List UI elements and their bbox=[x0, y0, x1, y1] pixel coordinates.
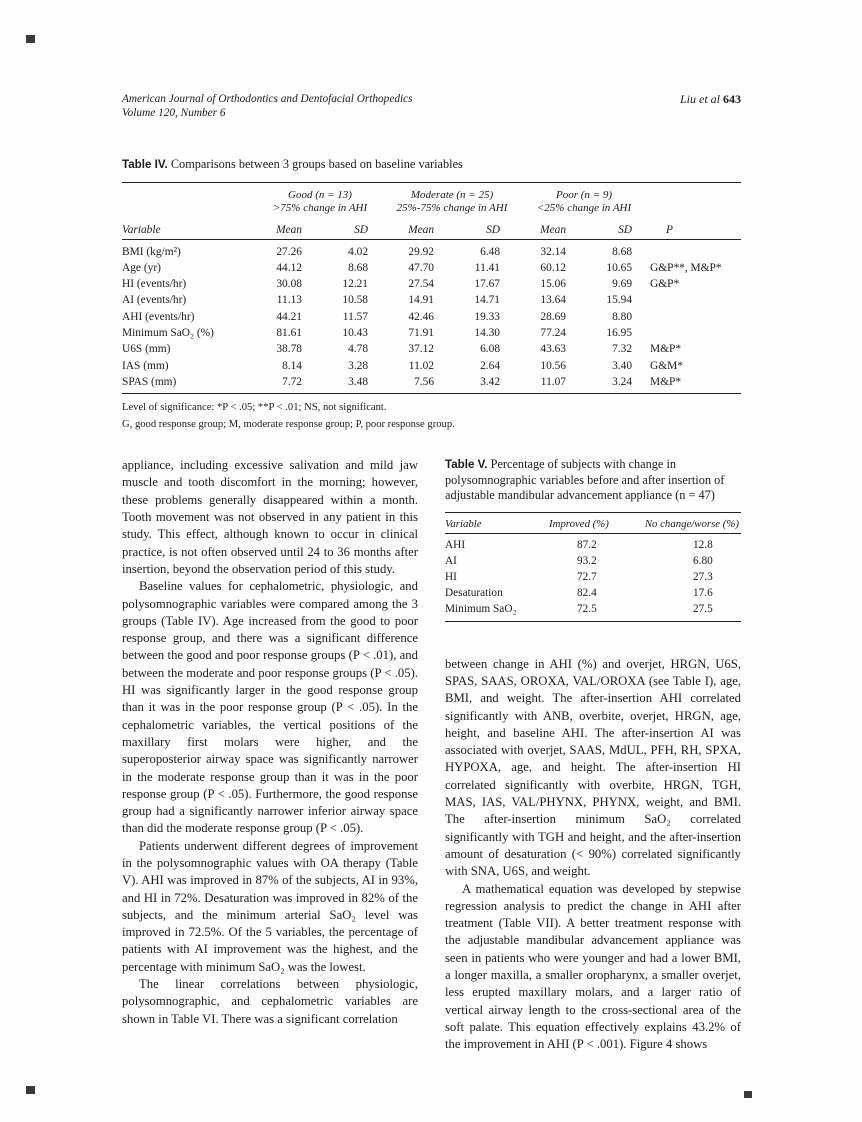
table-cell: 4.02 bbox=[348, 245, 369, 258]
table-cell: 12.8 bbox=[693, 538, 713, 551]
group-header-moderate bbox=[386, 182, 518, 216]
table-cell: Minimum SaO₂ bbox=[445, 601, 549, 621]
col-header-variable: Variable bbox=[122, 216, 254, 240]
empty-cell bbox=[650, 182, 741, 216]
table-cell: 42.46 bbox=[408, 310, 435, 323]
table-cell: 81.61 bbox=[276, 326, 302, 339]
table-cell: U6S (mm) bbox=[122, 343, 171, 356]
footnote-significance: Level of significance: *P < .05; **P < .01; NS, not significant. bbox=[122, 402, 387, 414]
table-cell: 11.41 bbox=[474, 261, 501, 274]
table-iv-column-header-row bbox=[122, 216, 741, 240]
table-cell: 27.3 bbox=[693, 571, 713, 584]
table-cell: M&P* bbox=[650, 374, 741, 394]
table-cell: 14.71 bbox=[474, 294, 501, 307]
table-iv-footnotes bbox=[122, 401, 741, 432]
table-cell: Age (yr) bbox=[122, 261, 161, 274]
table-cell: 7.72 bbox=[254, 374, 320, 394]
table-cell: 14.91 bbox=[408, 294, 435, 307]
table-cell: 72.7 bbox=[577, 571, 597, 584]
table-row bbox=[122, 260, 741, 276]
table-cell: 44.12 bbox=[276, 261, 302, 274]
table-row bbox=[445, 585, 741, 601]
table-v-body bbox=[445, 533, 741, 621]
table-cell: Desaturation bbox=[445, 587, 503, 600]
table-v-caption bbox=[445, 457, 741, 504]
group-poor-line1: Poor (n = 9) bbox=[556, 188, 613, 201]
table-cell: 8.80 bbox=[612, 310, 633, 323]
group-moderate-line1: Moderate (n = 25) bbox=[410, 188, 494, 201]
table-cell: Minimum SaO₂ (%) bbox=[122, 326, 214, 339]
table-cell: 3.24 bbox=[584, 374, 650, 394]
col-header-mean: Mean bbox=[386, 216, 452, 240]
table-cell: 12.21 bbox=[342, 278, 369, 291]
table-cell: 11.02 bbox=[408, 359, 435, 372]
table-cell: 27.54 bbox=[408, 278, 435, 291]
table-row bbox=[445, 553, 741, 569]
table-cell: 27.5 bbox=[635, 601, 741, 621]
table-v-header-row bbox=[445, 512, 741, 533]
table-cell: 7.56 bbox=[386, 374, 452, 394]
table-cell: 11.13 bbox=[276, 294, 302, 307]
table-cell: 19.33 bbox=[474, 310, 501, 323]
table-cell: 17.67 bbox=[474, 278, 501, 291]
paragraph: Patients underwent different degrees of improvement in the polysomnographic values with OA therapy (Table V). AHI was improved in 87% of the subjects, AI in 93%, and HI in 72%. Desaturation was improved in 82% of the subjects, and the minimum arterial SaO₂ level was improved in 72.5%. Of the 5 variables, the percentage of patients with AI improvement was the highest, and the percentage with minimum SaO₂ was the lowest. bbox=[122, 838, 418, 974]
table-cell: 7.32 bbox=[612, 343, 633, 356]
group-moderate-line2: 25%-75% change in AHI bbox=[396, 201, 508, 214]
group-good-line1: Good (n = 13) bbox=[288, 188, 352, 201]
table-cell: 3.28 bbox=[348, 359, 369, 372]
table-cell bbox=[650, 325, 741, 341]
table-cell bbox=[650, 309, 741, 325]
table-cell: 14.30 bbox=[474, 326, 501, 339]
scan-mark bbox=[26, 35, 35, 43]
group-header-poor bbox=[518, 182, 650, 216]
table-row bbox=[445, 569, 741, 585]
table-cell: 3.48 bbox=[320, 374, 386, 394]
table-row bbox=[122, 276, 741, 292]
table-cell: 2.64 bbox=[480, 359, 501, 372]
table-cell: AI (events/hr) bbox=[122, 294, 187, 307]
scan-mark bbox=[26, 1086, 35, 1094]
group-header-good bbox=[254, 182, 386, 216]
table-cell: 93.2 bbox=[577, 554, 597, 567]
col-header-sd: SD bbox=[320, 216, 386, 240]
journal-title: American Journal of Orthodontics and Dentofacial Orthopedics bbox=[122, 93, 413, 105]
table-cell: 10.65 bbox=[606, 261, 633, 274]
table-cell: 6.08 bbox=[480, 343, 501, 356]
table-cell: 8.14 bbox=[282, 359, 302, 372]
table-row bbox=[122, 309, 741, 325]
table-v-label: Table V. bbox=[445, 458, 488, 472]
table-cell: M&P* bbox=[650, 343, 682, 356]
table-iv-section bbox=[122, 157, 741, 432]
table-cell: 10.56 bbox=[540, 359, 567, 372]
table-iv bbox=[122, 182, 741, 395]
table-cell: 30.08 bbox=[276, 278, 302, 291]
table-cell: 38.78 bbox=[276, 343, 302, 356]
table-cell: 13.64 bbox=[540, 294, 567, 307]
col-header-no-change: No change/worse (%) bbox=[635, 512, 741, 533]
table-cell: 8.68 bbox=[348, 261, 369, 274]
table-cell: 3.40 bbox=[612, 359, 633, 372]
table-cell: 28.69 bbox=[540, 310, 567, 323]
table-row bbox=[122, 341, 741, 357]
table-cell: G&P* bbox=[650, 278, 680, 291]
table-cell: 16.95 bbox=[606, 326, 633, 339]
table-cell: 32.14 bbox=[540, 245, 567, 258]
running-head bbox=[122, 92, 741, 120]
table-cell bbox=[650, 292, 741, 308]
page-number: 643 bbox=[723, 92, 741, 106]
table-cell: 9.69 bbox=[612, 278, 633, 291]
table-cell: 10.58 bbox=[342, 294, 369, 307]
table-row bbox=[122, 325, 741, 341]
table-cell: 43.63 bbox=[540, 343, 567, 356]
table-v-title: Percentage of subjects with change in polysomnographic variables before and after insertion of adjustable mandibular advancement appliance (n = 47) bbox=[445, 457, 725, 503]
table-cell: 11.07 bbox=[518, 374, 584, 394]
table-iv-title: Comparisons between 3 groups based on baseline variables bbox=[170, 157, 463, 171]
paragraph: A mathematical equation was developed by stepwise regression analysis to predict the change in AHI after treatment (Table VII). A better treatment response with the adjustable mandibular advancement appliance was seen in patients who were younger and had a lower BMI, a longer maxilla, a smaller oropharynx, a smaller overjet, less erupted maxillary molars, and a larger ratio of vertical airway length to the cross-sectional area of the soft palate. This equation effectively explains 43.2% of the improvement in AHI (P < .001). Figure 4 shows bbox=[445, 881, 741, 1052]
right-column-text bbox=[445, 656, 741, 1054]
col-header-mean: Mean bbox=[518, 216, 584, 240]
table-row bbox=[445, 601, 741, 621]
table-cell: 44.21 bbox=[276, 310, 302, 323]
table-cell: 37.12 bbox=[408, 343, 435, 356]
table-cell: 29.92 bbox=[408, 245, 435, 258]
group-poor-line2: <25% change in AHI bbox=[536, 201, 632, 214]
table-row bbox=[122, 358, 741, 374]
table-row bbox=[122, 374, 741, 394]
scan-mark bbox=[744, 1091, 752, 1098]
table-cell: 71.91 bbox=[408, 326, 435, 339]
col-header-mean: Mean bbox=[254, 216, 320, 240]
table-iv-label: Table IV. bbox=[122, 158, 168, 171]
table-row bbox=[445, 533, 741, 553]
table-cell: 6.48 bbox=[480, 245, 501, 258]
table-iv-body bbox=[122, 239, 741, 394]
table-cell: 60.12 bbox=[540, 261, 567, 274]
table-cell: HI bbox=[445, 571, 457, 584]
table-cell: BMI (kg/m²) bbox=[122, 245, 181, 258]
table-cell: 15.06 bbox=[540, 278, 567, 291]
table-cell: G&M* bbox=[650, 359, 683, 372]
table-iv-group-header-row bbox=[122, 182, 741, 216]
table-cell: 8.68 bbox=[612, 245, 633, 258]
table-cell: HI (events/hr) bbox=[122, 278, 187, 291]
right-column bbox=[445, 457, 741, 1053]
table-cell: AI bbox=[445, 554, 457, 567]
paragraph: appliance, including excessive salivation and mild jaw muscle and tooth discomfort in the morning; however, these problems generally disappeared within a month. Tooth movement was not observed in any patient in this study. This effect, although known to occur in clinical practice, is not often observed until 24 to 36 months after insertion, beyond the observation period of this study. bbox=[122, 458, 418, 576]
table-cell: 77.24 bbox=[540, 326, 567, 339]
journal-volume: Volume 120, Number 6 bbox=[122, 107, 226, 119]
table-cell: 82.4 bbox=[577, 587, 597, 600]
table-row bbox=[122, 239, 741, 260]
journal-info bbox=[122, 92, 413, 120]
table-cell: 47.70 bbox=[408, 261, 435, 274]
group-good-line2: >75% change in AHI bbox=[272, 201, 368, 214]
col-header-sd: SD bbox=[584, 216, 650, 240]
col-header-p: P bbox=[650, 216, 741, 240]
body-columns bbox=[122, 457, 741, 1053]
table-cell: IAS (mm) bbox=[122, 359, 169, 372]
table-cell: 15.94 bbox=[606, 294, 633, 307]
table-cell: 3.42 bbox=[452, 374, 518, 394]
table-cell: AHI bbox=[445, 538, 466, 551]
page-header-right bbox=[680, 92, 741, 107]
paragraph: between change in AHI (%) and overjet, HRGN, U6S, SPAS, SAAS, OROXA, VAL/OROXA (see Table I), age, BMI, and weight. The after-insertion AHI correlated significantly with ANB, overbite, overjet, HRGN, age, height, and baseline AHI. The after-insertion AI was associated with overjet, SAAS, MdUL, PFH, RH, SPXA, HYPOXA, age, and height. The after-insertion HI correlated significantly with overbite, HRGN, TGH, MAS, IAS, VAL/PHYNX, PHYNX, weight, and BMI. The after-insertion minimum SaO₂ correlated significantly with TGH and height, and the after-insertion amount of desaturation (< 90%) correlated significantly with SNA, U6S, and weight. bbox=[445, 656, 741, 879]
table-iv-caption bbox=[122, 157, 741, 173]
col-header-improved: Improved (%) bbox=[549, 512, 635, 533]
table-cell: 27.26 bbox=[276, 245, 302, 258]
left-column bbox=[122, 457, 418, 1053]
paragraph: The linear correlations between physiologic, polysomnographic, and cephalometric variables are shown in Table VI. There was a significant correlation bbox=[122, 977, 418, 1026]
table-v-section bbox=[445, 457, 741, 622]
table-cell: 10.43 bbox=[342, 326, 369, 339]
table-cell: 87.2 bbox=[577, 538, 597, 551]
col-header-variable: Variable bbox=[445, 512, 549, 533]
footnote-groups: G, good response group; M, moderate response group; P, poor response group. bbox=[122, 419, 455, 431]
empty-cell bbox=[122, 182, 254, 216]
table-cell: 6.80 bbox=[693, 554, 713, 567]
table-cell bbox=[650, 239, 741, 260]
authors: Liu et al bbox=[679, 92, 720, 106]
table-cell: 17.6 bbox=[693, 587, 713, 600]
table-cell: 11.57 bbox=[342, 310, 369, 323]
table-cell: 72.5 bbox=[549, 601, 635, 621]
paragraph: Baseline values for cephalometric, physiologic, and polysomnographic variables were compared among the 3 groups (Table IV). Age increased from the good to poor response group, and there was a significant difference between the good and poor response groups (P < .01), and between the moderate and poor response groups (P < .05). HI was significantly larger in the good response group than it was in the poor response group (P < .05). In the cephalometric variables, the vertical positions of the maxillary first molars were higher, and the superoposterior airway space was significantly narrower in the moderate response group than it was in the poor response group (P < .05). Furthermore, the good response group had a significantly narrower inferior airway space than did the moderate response group (P < .05). bbox=[122, 579, 418, 836]
table-cell: 4.78 bbox=[348, 343, 369, 356]
col-header-sd: SD bbox=[452, 216, 518, 240]
table-v bbox=[445, 512, 741, 622]
table-cell: SPAS (mm) bbox=[122, 374, 254, 394]
table-row bbox=[122, 292, 741, 308]
table-cell: AHI (events/hr) bbox=[122, 310, 195, 323]
table-cell: G&P**, M&P* bbox=[650, 261, 722, 274]
